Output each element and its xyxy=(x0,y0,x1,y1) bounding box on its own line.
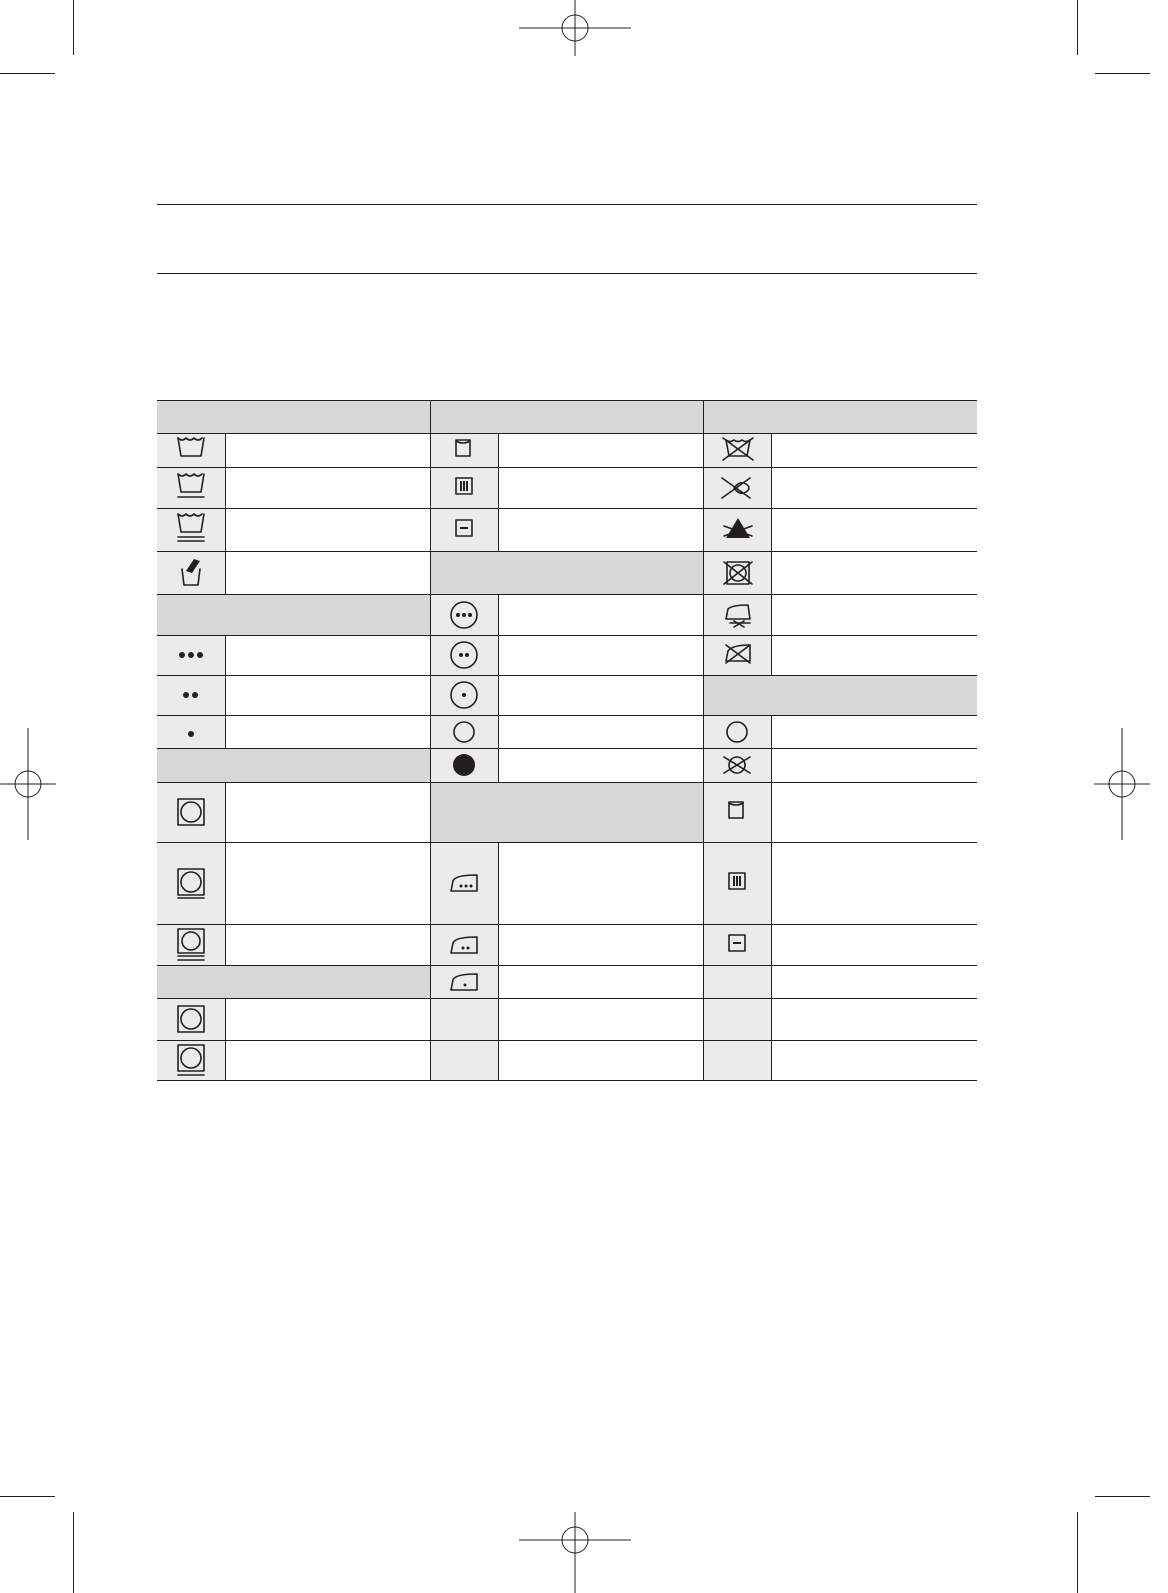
column-header xyxy=(703,400,977,433)
wash-tub-single-bar-icon xyxy=(157,467,225,508)
column-header xyxy=(157,400,430,433)
section-header-cell xyxy=(430,782,703,842)
registration-mark-right xyxy=(1094,728,1150,840)
trim-mark-bottom-left-vertical xyxy=(73,1512,74,1593)
icon-cell xyxy=(703,1040,771,1080)
registration-mark-bottom xyxy=(519,1512,631,1593)
line-dry-icon xyxy=(430,467,498,508)
trim-mark-top-left-vertical xyxy=(73,0,74,55)
wash-tub-double-bar-icon xyxy=(157,508,225,551)
trim-mark-bottom-left-horizontal xyxy=(0,1496,55,1497)
section-header-cell xyxy=(430,551,703,594)
registration-mark-top xyxy=(519,0,631,56)
care-symbol-table xyxy=(157,400,977,1081)
tumble-dry-low-icon xyxy=(157,1040,225,1080)
trim-mark-top-right-vertical xyxy=(1077,0,1078,55)
no-iron-icon xyxy=(703,635,771,675)
icon-cell xyxy=(430,998,498,1040)
flat-dry-icon xyxy=(430,508,498,551)
no-dry-clean-icon xyxy=(703,748,771,782)
no-wring-icon xyxy=(703,467,771,508)
hand-wash-icon xyxy=(157,551,225,594)
header-rule-bottom xyxy=(157,273,977,274)
dry-clean-circle-icon xyxy=(703,715,771,748)
trim-mark-bottom-right-vertical xyxy=(1077,1512,1078,1593)
temperature-three-dot-icon xyxy=(157,635,225,675)
trim-mark-bottom-right-horizontal xyxy=(1095,1496,1150,1497)
trim-mark-top-left-horizontal xyxy=(0,73,55,74)
column-header xyxy=(430,400,703,433)
section-header-cell xyxy=(703,675,977,715)
iron-one-dot-icon xyxy=(430,965,498,998)
tumble-dry-square-icon xyxy=(430,433,498,467)
no-dry-clean-filled-icon xyxy=(430,748,498,782)
no-steam-iron-icon xyxy=(703,594,771,635)
dry-clean-two-dot-icon xyxy=(430,635,498,675)
iron-two-dot-icon xyxy=(430,924,498,965)
dry-clean-one-dot-icon xyxy=(430,675,498,715)
line-dry-icon xyxy=(703,842,771,924)
no-tumble-dry-icon xyxy=(703,551,771,594)
section-header-cell xyxy=(157,748,430,782)
tumble-dry-bar-icon xyxy=(157,842,225,924)
tumble-dry-plain-icon xyxy=(157,998,225,1040)
registration-mark-left xyxy=(0,728,56,840)
temperature-one-dot-icon xyxy=(157,715,225,748)
temperature-two-dot-icon xyxy=(157,675,225,715)
wash-tub-icon xyxy=(157,433,225,467)
dry-clean-circle-icon xyxy=(430,715,498,748)
tumble-dry-double-bar-icon xyxy=(157,924,225,965)
icon-cell xyxy=(703,965,771,998)
icon-cell xyxy=(430,1040,498,1080)
intro-text xyxy=(157,300,977,380)
header-rule-top xyxy=(157,204,977,205)
trim-mark-top-right-horizontal xyxy=(1095,73,1150,74)
section-header-cell xyxy=(157,965,430,998)
dry-clean-three-dot-icon xyxy=(430,594,498,635)
icon-cell xyxy=(703,998,771,1040)
section-header-cell xyxy=(157,594,430,635)
no-wash-icon xyxy=(703,433,771,467)
iron-three-dot-icon xyxy=(430,842,498,924)
page-header-text xyxy=(157,220,977,260)
flat-dry-icon xyxy=(703,924,771,965)
table-grid xyxy=(157,400,977,1081)
no-bleach-icon xyxy=(703,508,771,551)
tumble-dry-icon xyxy=(157,782,225,842)
tumble-dry-square-icon xyxy=(703,782,771,842)
